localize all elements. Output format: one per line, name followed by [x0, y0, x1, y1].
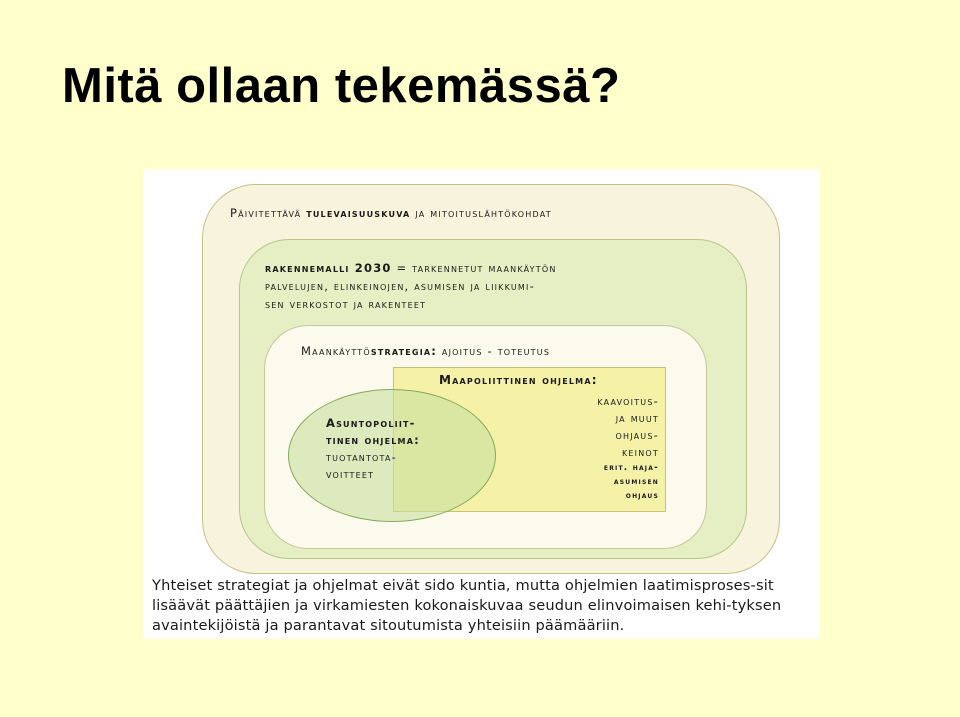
future-vision-label-part2: tulevaisuuskuva	[306, 206, 411, 220]
land-use-strategy-label	[301, 344, 550, 358]
future-vision-label	[230, 206, 552, 220]
land-policy-line: ohjaus	[625, 491, 659, 501]
future-vision-label-part1: Päivitettävä	[230, 206, 307, 220]
land-use-strategy-label-part3: ajoitus - toteutus	[437, 344, 551, 358]
land-policy-line: keinot	[621, 445, 659, 459]
future-vision-label-part3: ja mitoituslähtökohdat	[410, 206, 552, 220]
land-policy-heading: Maapoliittinen ohjelma:	[439, 373, 598, 387]
land-policy-body	[543, 393, 659, 503]
housing-policy-line: tuotantota-	[326, 450, 398, 464]
housing-policy-line: tinen ohjelma:	[326, 433, 420, 447]
land-policy-line: erit. haja-	[603, 463, 659, 473]
structure-model-label-part2: = tarkennetut maankäytön	[391, 261, 557, 275]
structure-model-label-line2: palvelujen, elinkeinojen, asumisen ja liikkumi-	[265, 279, 535, 293]
land-policy-line: ohjaus-	[615, 428, 659, 442]
diagram-caption: Yhteiset strategiat ja ohjelmat eivät sido kuntia, mutta ohjelmien laatimisproses-sit lisäävät päättäjien ja virkamiesten kokonaiskuvaa seudun elinvoimaisen kehi-tyksen avaintekijöistä ja parantavat sitoutumista yhteisiin päämääriin.	[152, 577, 782, 634]
structure-model-label-line3: sen verkostot ja rakenteet	[265, 297, 427, 311]
structure-model-label	[265, 259, 557, 313]
housing-policy-label	[326, 415, 420, 483]
planning-diagram	[143, 169, 820, 639]
slide-title: Mitä ollaan tekemässä?	[62, 59, 621, 113]
land-use-strategy-label-part1: Maankäyttö	[301, 344, 371, 358]
land-use-strategy-label-part2: strategia:	[370, 344, 438, 358]
housing-policy-line: voitteet	[326, 467, 375, 481]
land-policy-line: kaavoitus-	[597, 394, 659, 408]
structure-model-label-part1: rakennemalli 2030	[265, 261, 392, 275]
housing-policy-line: Asuntopoliit-	[326, 416, 416, 430]
land-policy-line: asumisen	[613, 477, 659, 487]
land-policy-line: ja muut	[615, 411, 659, 425]
